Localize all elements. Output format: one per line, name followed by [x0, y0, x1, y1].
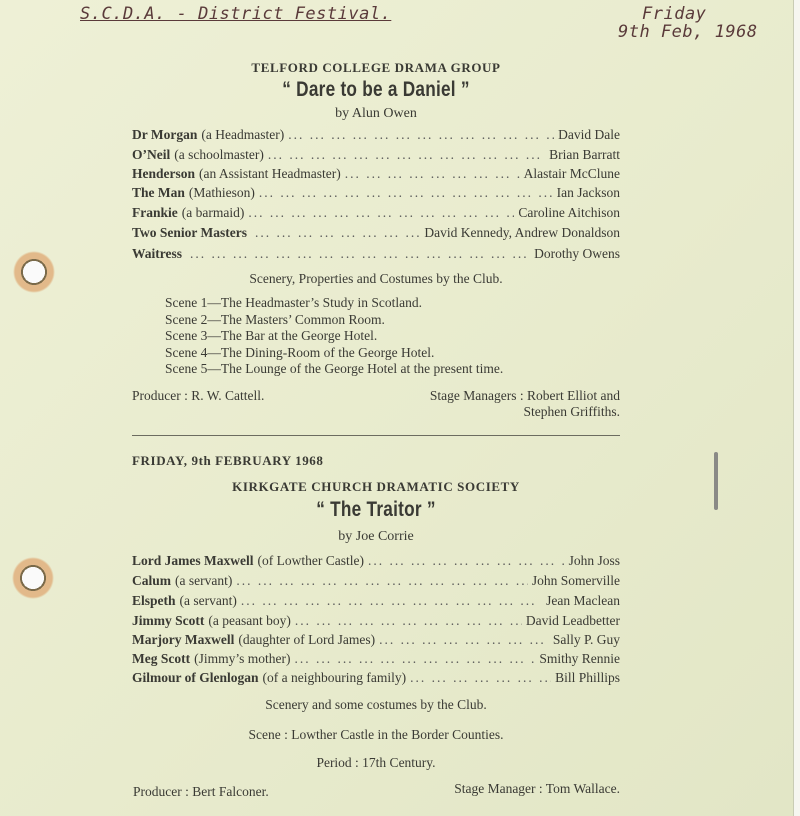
scene-line: Scene 1—The Headmaster’s Study in Scotland.: [165, 295, 422, 310]
play1-producer: Producer : R. W. Cattell.: [132, 388, 265, 403]
scene-line: Scene 5—The Lounge of the George Hotel at the present time.: [165, 361, 504, 376]
play2-date: FRIDAY, 9th FEBRUARY 1968: [132, 453, 324, 468]
cast-role: Henderson: [132, 166, 196, 181]
cast-role: Calum: [132, 573, 172, 588]
scene-line: Scene 4—The Dining-Room of the George Hotel.: [165, 345, 435, 360]
cast-row: [132, 553, 620, 573]
leader-dots: [345, 166, 520, 182]
leader-dots: [379, 632, 549, 648]
play2-scene: Scene : Lowther Castle in the Border Counties.: [248, 727, 504, 742]
cast-desc: (an Assistant Headmaster): [199, 166, 341, 181]
leader-dots: [294, 651, 535, 667]
cast-desc: (a schoolmaster): [174, 147, 264, 162]
page-edge: [793, 0, 800, 816]
cast-role: Gilmour of Glenlogan: [132, 670, 259, 685]
cast-desc: (a servant): [179, 593, 237, 608]
cast-row: [132, 651, 620, 671]
cast-row: [132, 670, 620, 690]
leader-dots: [368, 553, 565, 569]
cast-row: [132, 613, 620, 633]
leader-dots: [255, 225, 420, 241]
cast-actor: John Somerville: [531, 573, 620, 588]
cast-role: Jimmy Scott: [132, 613, 205, 628]
cast-actor: John Joss: [568, 553, 620, 568]
cast-role: Marjory Maxwell: [132, 632, 235, 647]
cast-actor: Jean Maclean: [546, 593, 620, 608]
handwritten-note-day: Friday: [642, 4, 707, 24]
staple-mark: [714, 452, 718, 510]
cast-row: [132, 246, 620, 266]
play1-title: “ Dare to be a Daniel ”: [282, 78, 470, 101]
cast-actor: Ian Jackson: [556, 185, 620, 200]
play1-stage-managers: Stage Managers : Robert Elliot and: [429, 388, 620, 403]
leader-dots: [248, 205, 514, 221]
cast-role: Waitress: [132, 246, 182, 261]
handwritten-note-festival: S.C.D.A. - District Festival.: [80, 4, 392, 24]
cast-row: [132, 573, 620, 593]
cast-role: Dr Morgan: [132, 127, 198, 142]
cast-actor: David Kennedy, Andrew Donaldson: [424, 225, 620, 240]
handwritten-note-date: 9th Feb, 1968: [618, 22, 758, 42]
punch-hole-bottom: [12, 557, 54, 599]
cast-row: [132, 593, 620, 613]
play2-stage-manager: Stage Manager : Tom Wallace.: [454, 781, 620, 796]
cast-role: O’Neil: [132, 147, 171, 162]
cast-desc: (of a neighbouring family): [262, 670, 407, 685]
cast-actor: David Leadbetter: [525, 613, 620, 628]
cast-desc: (a barmaid): [181, 205, 245, 220]
cast-desc: (a Headmaster): [201, 127, 285, 142]
section-divider: [132, 435, 620, 436]
leader-dots: [236, 573, 528, 589]
leader-dots: [268, 147, 545, 163]
cast-actor: David Dale: [558, 127, 620, 142]
play1-company: TELFORD COLLEGE DRAMA GROUP: [251, 60, 501, 75]
play1-author: by Alun Owen: [335, 106, 417, 121]
cast-desc: (a servant): [175, 573, 233, 588]
cast-role: Frankie: [132, 205, 178, 220]
cast-row: [132, 225, 620, 245]
cast-role: Meg Scott: [132, 651, 191, 666]
leader-dots: [410, 670, 551, 686]
leader-dots: [295, 613, 522, 629]
play2-producer: Producer : Bert Falconer.: [133, 784, 269, 799]
play2-author: by Joe Corrie: [338, 529, 414, 544]
scene-line: Scene 2—The Masters’ Common Room.: [165, 312, 385, 327]
cast-actor: Smithy Rennie: [539, 651, 620, 666]
cast-row: [132, 632, 620, 652]
cast-row: [132, 166, 620, 186]
cast-row: [132, 147, 620, 167]
cast-actor: Alastair McClune: [523, 166, 620, 181]
play2-credits: Scenery and some costumes by the Club.: [265, 697, 487, 712]
cast-row: [132, 185, 620, 205]
leader-dots: [241, 593, 542, 609]
play1-credits: Scenery, Properties and Costumes by the Club.: [249, 271, 503, 286]
cast-actor: Dorothy Owens: [534, 246, 620, 261]
cast-desc: (Jimmy’s mother): [194, 651, 291, 666]
cast-actor: Sally P. Guy: [552, 632, 620, 647]
cast-role: Elspeth: [132, 593, 176, 608]
play2-title: “ The Traitor ”: [316, 498, 436, 521]
cast-role: The Man: [132, 185, 185, 200]
punch-hole-top: [13, 251, 55, 293]
leader-dots: [288, 127, 554, 143]
cast-desc: (a peasant boy): [208, 613, 291, 628]
cast-desc: (of Lowther Castle): [257, 553, 364, 568]
cast-role: Lord James Maxwell: [132, 553, 254, 568]
cast-row: [132, 127, 620, 147]
cast-actor: Caroline Aitchison: [518, 205, 620, 220]
play2-period: Period : 17th Century.: [316, 755, 436, 770]
cast-actor: Brian Barratt: [549, 147, 620, 162]
cast-row: [132, 205, 620, 225]
cast-actor: Bill Phillips: [555, 670, 620, 685]
play1-stage-managers-cont: Stephen Griffiths.: [523, 404, 620, 419]
leader-dots: [259, 185, 553, 201]
leader-dots: [190, 246, 530, 262]
cast-desc: (Mathieson): [188, 185, 255, 200]
cast-desc: (daughter of Lord James): [238, 632, 376, 647]
play2-company: KIRKGATE CHURCH DRAMATIC SOCIETY: [232, 479, 520, 494]
cast-role: Two Senior Masters: [132, 225, 247, 240]
scene-line: Scene 3—The Bar at the George Hotel.: [165, 328, 378, 343]
